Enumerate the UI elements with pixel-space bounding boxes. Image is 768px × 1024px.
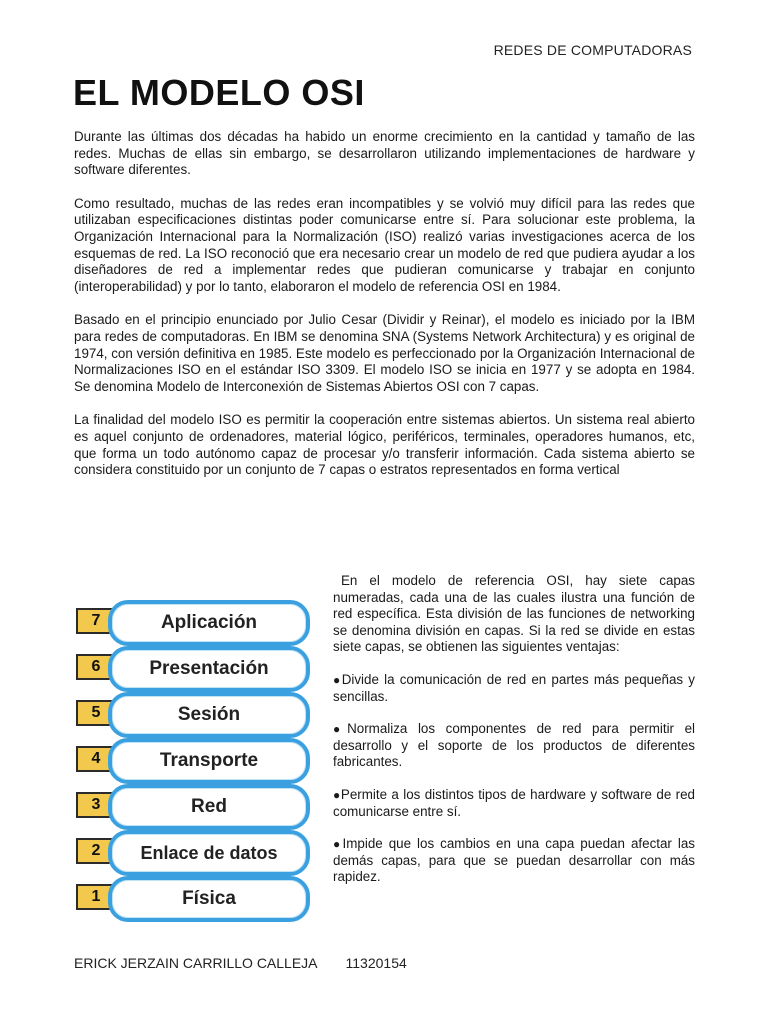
page-title: EL MODELO OSI	[73, 72, 365, 113]
osi-layer-row	[76, 782, 306, 828]
layer-name: Sesión	[108, 692, 310, 738]
advantage-item	[333, 836, 695, 886]
osi-layer-row	[76, 598, 306, 644]
osi-layer-row	[76, 874, 306, 920]
bullet-icon: ●	[333, 722, 348, 737]
advantage-item	[333, 787, 695, 820]
layer-number: 3	[76, 792, 116, 818]
layer-number: 5	[76, 700, 116, 726]
paragraph-1: Durante las últimas dos décadas ha habido un enorme crecimiento en la cantidad y tamaño de las redes. Muchas de ellas sin embargo, se desarrollaron utilizando implementaciones de hardware y software diferentes.	[74, 129, 695, 178]
layer-number: 7	[76, 608, 116, 634]
paragraph-2: Como resultado, muchas de las redes eran incompatibles y se volvió muy difícil para las redes que utilizaban especificaciones distintas poder comunicarse entre sí. Para solucionar este problema, la Organización Internacional para la Normalización (ISO) realizó varias investigaciones acerca de los esquemas de red. La ISO reconoció que era necesario crear un modelo de red que pudiera ayudar a los diseñadores de red a implementar redes que pudieran comunicarse y trabajar en conjunto (interoperabilidad) y por lo tanto, elaboraron el modelo de referencia OSI en 1984.	[74, 195, 695, 294]
osi-layer-diagram	[76, 598, 306, 920]
layer-name: Aplicación	[108, 600, 310, 646]
student-id: 11320154	[345, 955, 407, 971]
advantage-text: Divide la comunicación de red en partes más pequeñas y sencillas.	[333, 671, 696, 704]
osi-layer-row	[76, 644, 306, 690]
layer-name: Enlace de datos	[108, 830, 310, 876]
layer-name: Red	[108, 784, 310, 830]
bullet-icon: ●	[333, 837, 343, 852]
layer-number: 2	[76, 838, 116, 864]
advantage-text: Normaliza los componentes de red para permitir el desarrollo y el soporte de los productos de diferentes fabricantes.	[333, 721, 696, 770]
osi-layer-row	[76, 736, 306, 782]
layer-number: 1	[76, 884, 116, 910]
advantage-text: Permite a los distintos tipos de hardware y software de red comunicarse entre sí.	[333, 786, 695, 819]
advantages-column	[333, 573, 695, 902]
advantage-item	[333, 721, 695, 771]
course-header: REDES DE COMPUTADORAS	[493, 42, 692, 58]
bullet-icon: ●	[333, 787, 341, 802]
page-footer	[74, 955, 407, 971]
osi-layer-row	[76, 828, 306, 874]
paragraph-4: La finalidad del modelo ISO es permitir la cooperación entre sistemas abiertos. Un sistema real abierto es aquel conjunto de ordenadores, material lógico, periféricos, terminales, operadores humanos, etc, que forma un todo autónomo capaz de procesar y/o transferir información. Cada sistema abierto se considera constituido por un conjunto de 7 capas o estratos representados en forma vertical	[74, 412, 695, 478]
body-paragraphs	[74, 129, 695, 496]
bullet-icon: ●	[333, 672, 342, 687]
layer-name: Presentación	[108, 646, 310, 692]
author-name: ERICK JERZAIN CARRILLO CALLEJA	[74, 955, 318, 971]
layer-name: Transporte	[108, 738, 310, 784]
layer-number: 6	[76, 654, 116, 680]
advantage-item	[333, 672, 695, 705]
layer-name: Física	[108, 876, 310, 922]
osi-layer-row	[76, 690, 306, 736]
advantage-text: Impide que los cambios en una capa puedan afectar las demás capas, para que se puedan desarrollar con más rapidez.	[333, 836, 695, 885]
paragraph-3: Basado en el principio enunciado por Julio Cesar (Dividir y Reinar), el modelo es iniciado por la IBM para redes de computadoras. En IBM se denomina SNA (Systems Network Architectura) y es original de 1974, con versión definitiva en 1985. Este modelo es perfeccionado por la Organización Internacional de Normalizaciones ISO en el estándar ISO 3309. El modelo ISO se inicia en 1977 y se adopta en 1984. Se denomina Modelo de Interconexión de Sistemas Abiertos OSI con 7 capas.	[74, 312, 695, 394]
layer-number: 4	[76, 746, 116, 772]
advantages-intro: En el modelo de referencia OSI, hay siete capas numeradas, cada una de las cuales ilustra una función de red específica. Esta división de las funciones de networking se denomina división en capas. Si la red se divide en estas siete capas, se obtienen las siguientes ventajas:	[333, 573, 695, 655]
